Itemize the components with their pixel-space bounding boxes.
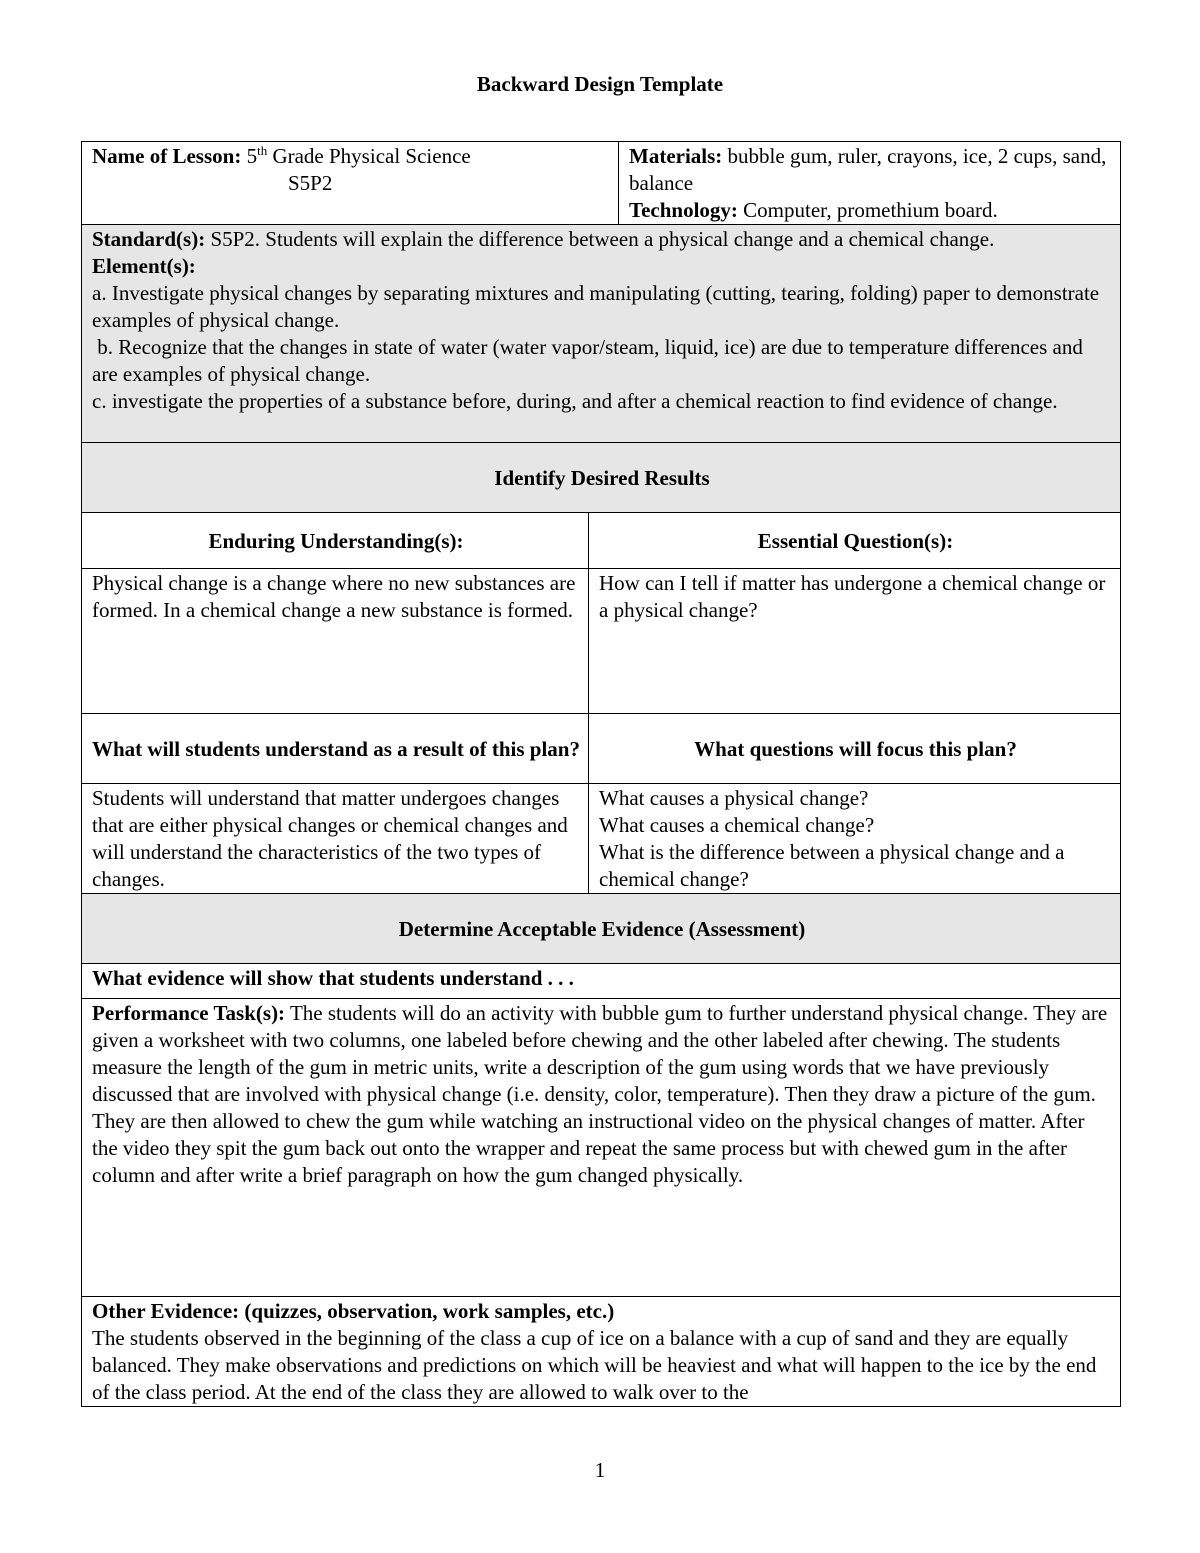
standards-value: S5P2. Students will explain the difference between a physical change and a chemical change. bbox=[210, 227, 995, 251]
essential-question-heading: Essential Question(s): bbox=[589, 513, 1121, 569]
evidence-show-row bbox=[82, 964, 1121, 999]
evidence-show-heading: What evidence will show that students understand . . . bbox=[82, 964, 1121, 999]
evidence-heading-row bbox=[82, 894, 1121, 964]
other-evidence-cell bbox=[82, 1297, 1121, 1407]
understand-focus-heading-row bbox=[82, 714, 1121, 784]
standards-row bbox=[82, 225, 1121, 443]
enduring-understanding-heading: Enduring Understanding(s): bbox=[82, 513, 589, 569]
elements-label: Element(s): bbox=[92, 254, 196, 278]
other-evidence-row bbox=[82, 1297, 1121, 1407]
technology-label: Technology: bbox=[629, 198, 738, 222]
materials-label: Materials: bbox=[629, 144, 723, 168]
focus-questions-cell bbox=[589, 784, 1121, 894]
understanding-question-heading-row bbox=[82, 513, 1121, 569]
lesson-info-row bbox=[82, 142, 1121, 225]
lesson-name-label: Name of Lesson: bbox=[92, 144, 242, 168]
materials-cell bbox=[619, 142, 1121, 225]
performance-task-label: Performance Task(s): bbox=[92, 1001, 286, 1025]
desired-results-heading-row bbox=[82, 443, 1121, 513]
standards-cell bbox=[82, 225, 1121, 443]
lesson-grade-suffix: th bbox=[257, 143, 268, 158]
performance-task-text: The students will do an activity with bubble gum to further understand physical change. They are given a worksheet with two columns, one labeled before chewing and the other labeled after chewing. The students measure the length of the gum in metric units, write a description of the gum using words that we have previously discussed that are involved with physical change (i.e. density, color, temperature). Then they draw a picture of the gum. They are then allowed to chew the gum while watching an instructional video on the physical changes of matter. After the video they spit the gum back out onto the wrapper and repeat the same process but with chewed gum in the after column and after write a brief paragraph on how the gum changed physically. bbox=[92, 1001, 1108, 1187]
page-number: 1 bbox=[594, 1458, 606, 1482]
understand-result-heading: What will students understand as a result of this plan? bbox=[82, 714, 589, 784]
focus-question-item: What is the difference between a physical change and a chemical change? bbox=[599, 840, 1065, 891]
technology-value: Computer, promethium board. bbox=[743, 198, 998, 222]
lesson-plan-table bbox=[81, 141, 1121, 1407]
element-item: a. Investigate physical changes by separating mixtures and manipulating (cutting, tearing, folding) paper to demonstrate examples of physical change. bbox=[92, 281, 1100, 332]
enduring-understanding-text: Physical change is a change where no new substances are formed. In a chemical change a new substance is formed. bbox=[82, 569, 589, 714]
lesson-grade-number: 5 bbox=[246, 144, 258, 168]
lesson-name-value: Grade Physical Science bbox=[272, 144, 471, 168]
focus-questions-heading: What questions will focus this plan? bbox=[589, 714, 1121, 784]
performance-task-row bbox=[82, 999, 1121, 1297]
focus-question-item: What causes a physical change? bbox=[599, 786, 869, 810]
desired-results-heading: Identify Desired Results bbox=[82, 443, 1121, 513]
understand-focus-row bbox=[82, 784, 1121, 894]
lesson-name-cell bbox=[82, 142, 619, 225]
standards-label: Standard(s): bbox=[92, 227, 206, 251]
performance-task-cell bbox=[82, 999, 1121, 1297]
lesson-code: S5P2 bbox=[288, 171, 333, 195]
focus-question-item: What causes a chemical change? bbox=[599, 813, 875, 837]
materials-value: bubble gum, ruler, crayons, ice, 2 cups, sand, balance bbox=[629, 144, 1107, 195]
understand-result-text: Students will understand that matter undergoes changes that are either physical changes or chemical changes and will understand the characteristics of the two types of changes. bbox=[82, 784, 589, 894]
element-item: b. Recognize that the changes in state of water (water vapor/steam, liquid, ice) are due to temperature differences and are examples of physical change. bbox=[92, 335, 1089, 386]
understanding-question-row bbox=[82, 569, 1121, 714]
evidence-heading: Determine Acceptable Evidence (Assessment) bbox=[82, 894, 1121, 964]
other-evidence-label: Other Evidence: (quizzes, observation, work samples, etc.) bbox=[92, 1299, 615, 1323]
other-evidence-text: The students observed in the beginning of the class a cup of ice on a balance with a cup of sand and they are equally balanced. They make observations and predictions on which will be heaviest and what will happen to the ice by the end of the class period. At the end of the class they are allowed to walk over to the bbox=[92, 1326, 1097, 1404]
essential-question-text: How can I tell if matter has undergone a chemical change or a physical change? bbox=[589, 569, 1121, 714]
element-item: c. investigate the properties of a substance before, during, and after a chemical reaction to find evidence of change. bbox=[92, 389, 1058, 413]
document-title: Backward Design Template bbox=[476, 72, 724, 96]
